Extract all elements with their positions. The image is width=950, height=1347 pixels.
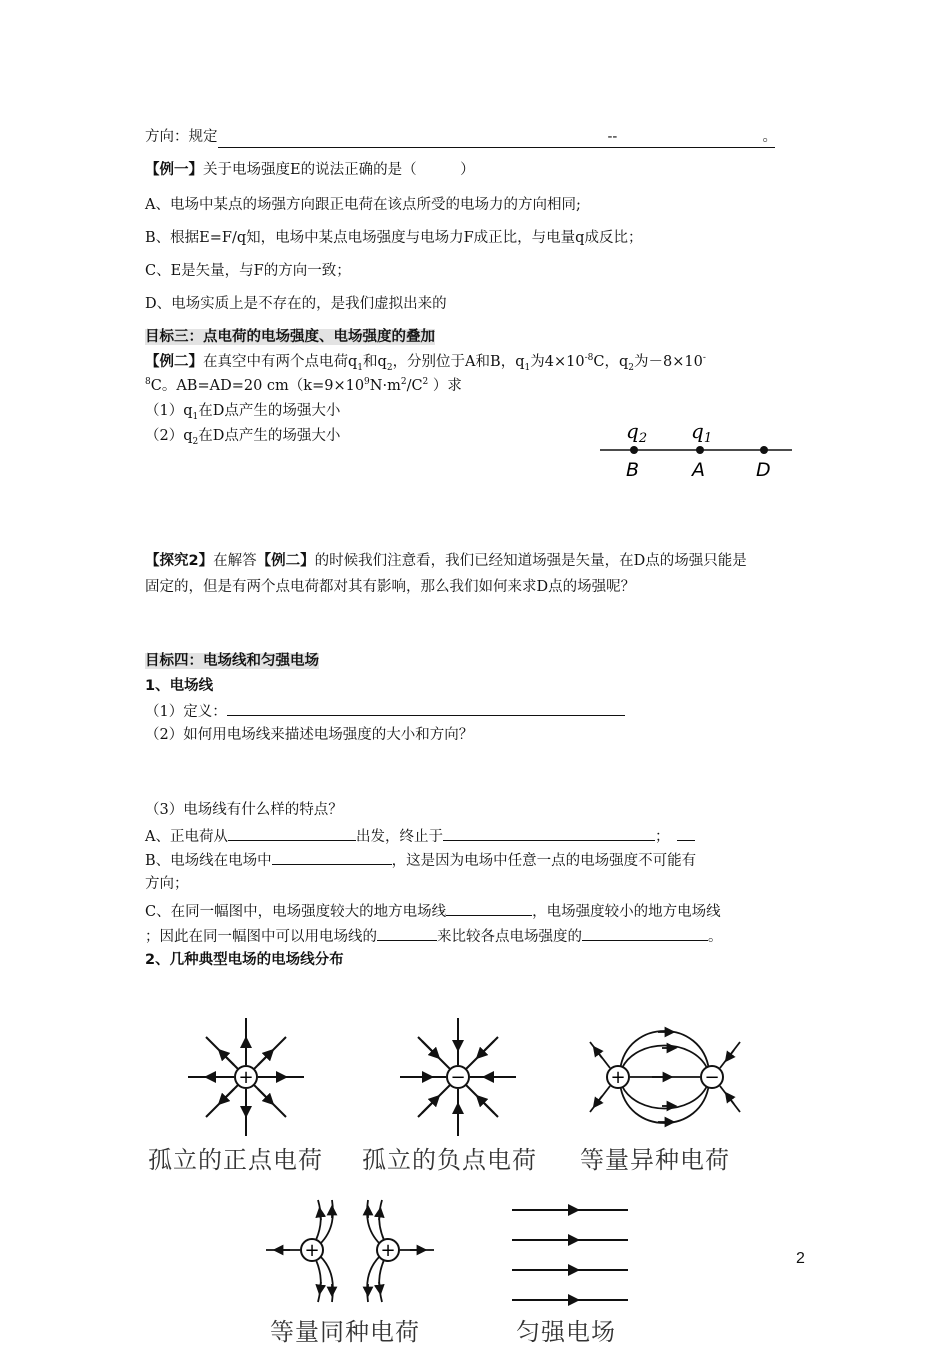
isolated-positive-figure xyxy=(180,1010,310,1144)
section2-title: 2、几种典型电场的电场线分布 xyxy=(145,952,344,968)
q2-sub: 2 xyxy=(386,362,393,373)
example2-tag: 【例二】 xyxy=(145,354,203,370)
direction-blank xyxy=(218,127,775,148)
plus-sign: + xyxy=(380,1240,396,1261)
q2-exp-8: 8 xyxy=(145,377,151,388)
k-exp-m: 2 xyxy=(400,377,407,388)
feature-c-1: C、在同一幅图中，电场强度较大的地方电场线 xyxy=(145,904,447,920)
section1-features: （3）电场线有什么样的特点？ xyxy=(145,802,343,818)
definition-blank xyxy=(227,700,625,716)
feature-c-2: ，电场强度较小的地方电场线 xyxy=(532,904,721,920)
minus-sign: − xyxy=(704,1067,720,1088)
explore2-tag: 【探究2】 xyxy=(145,553,214,569)
example2-q1 xyxy=(145,401,340,421)
q1-sub-2: 1 xyxy=(524,362,531,373)
q1-exp: -8 xyxy=(584,353,594,364)
explore2-line1 xyxy=(145,551,747,571)
feature-a-1: A、正电荷从 xyxy=(145,829,228,845)
explore2-line2: 固定的，但是有两个点电荷都对其有影响，那么我们如何来求D点的场强呢？ xyxy=(145,579,636,595)
example2-text1: 在真空中有两个点电荷 xyxy=(203,354,348,370)
caption-isolated-positive: 孤立的正点电荷 xyxy=(148,1146,323,1174)
feature-b-cont: 方向； xyxy=(145,876,189,892)
example2-given: C。AB=AD=20 cm（k=9×10 xyxy=(150,378,365,394)
point-d-dot xyxy=(760,446,768,454)
example1-option-d: D、电场实质上是不存在的，是我们虚拟出来的 xyxy=(145,296,447,312)
section1-title: 1、电场线 xyxy=(145,678,214,694)
example2-is: 为 xyxy=(530,354,545,370)
charge-line-diagram xyxy=(596,418,796,484)
example1-option-b: B、根据E=F/q知，电场中某点电场强度与电场力F成正比，与电量q成反比； xyxy=(145,230,643,246)
point-d-label: D xyxy=(756,459,771,481)
example2-q2 xyxy=(145,426,340,446)
feature-c-4: 来比较各点电场强度的 xyxy=(437,929,582,945)
feature-a-blank2 xyxy=(443,825,655,841)
feature-b-2: ，这是因为电场中任意一点的电场强度不可能有 xyxy=(391,853,697,869)
example2-q1-sub: 1 xyxy=(192,411,199,422)
feature-b-blank xyxy=(272,849,392,865)
example2-ask: ）求 xyxy=(428,378,462,394)
example1-question xyxy=(145,160,475,180)
feature-c-5: 。 xyxy=(708,929,723,945)
example2-line2 xyxy=(145,376,462,396)
page-number: 2 xyxy=(796,1250,805,1267)
caption-uniform-field: 匀强电场 xyxy=(516,1318,616,1346)
example1-option-c: C、E是矢量，与F的方向一致； xyxy=(145,263,351,279)
q2-sub-2: 2 xyxy=(628,362,634,373)
example2-q2-sub: 2 xyxy=(192,436,199,447)
direction-end: 。 xyxy=(762,129,777,145)
feature-a xyxy=(145,825,695,847)
q2-value: 为－8×10 xyxy=(633,354,703,370)
q2-exp-dash: - xyxy=(702,353,706,364)
k-exp-c: 2 xyxy=(422,377,429,388)
example1-option-a: A、电场中某点的场强方向跟正电荷在该点所受的电场力的方向相同; xyxy=(145,197,581,213)
feature-a-2: 出发，终止于 xyxy=(355,829,443,845)
minus-sign: − xyxy=(450,1067,466,1088)
opposite-charges-figure xyxy=(582,1010,748,1144)
definition-label: （1）定义： xyxy=(145,704,227,720)
k-unit-a: N·m xyxy=(369,378,401,394)
q2-symbol-2: q xyxy=(618,354,629,370)
feature-c-blank1 xyxy=(446,900,532,916)
goal4-title: 目标四：电场线和匀强电场 xyxy=(145,653,319,669)
point-b-label: B xyxy=(626,459,640,481)
point-a-label: A xyxy=(692,459,705,481)
k-unit-b: /C xyxy=(406,378,423,394)
plus-sign: + xyxy=(610,1067,626,1088)
feature-b-1: B、电场线在电场中 xyxy=(145,853,272,869)
plus-sign: + xyxy=(304,1240,320,1261)
example2-q2-label: （2）q xyxy=(145,428,193,444)
isolated-negative-figure xyxy=(392,1010,522,1144)
uniform-field-figure xyxy=(508,1202,632,1306)
q1-unit: C， xyxy=(593,354,619,370)
feature-c-cont xyxy=(145,925,723,947)
example2-text2: ，分别位于A和B， xyxy=(392,354,516,370)
example2-line1 xyxy=(145,352,706,372)
q1-value: 4×10 xyxy=(544,354,585,370)
feature-c-3: ；因此在同一幅图中可以用电场线的 xyxy=(145,929,377,945)
example2-q1-rest: 在D点产生的场强大小 xyxy=(198,403,341,419)
direction-line xyxy=(145,127,777,148)
like-charges-figure xyxy=(262,1198,438,1304)
point-b-dot xyxy=(630,446,638,454)
plus-sign: + xyxy=(238,1067,254,1088)
goal4-heading xyxy=(145,651,319,671)
feature-b xyxy=(145,849,696,871)
q1-symbol: q xyxy=(348,354,358,370)
feature-c-blank2 xyxy=(377,925,437,941)
explore2-line1b: 的时候我们注意看，我们已经知道场强是矢量，在D点的场强只能是 xyxy=(314,553,747,569)
feature-a-blank3 xyxy=(677,825,695,841)
goal3-heading xyxy=(145,327,435,347)
feature-c xyxy=(145,900,721,922)
caption-like-charges: 等量同种电荷 xyxy=(270,1318,420,1346)
feature-a-blank1 xyxy=(228,825,356,841)
k-exp: 9 xyxy=(364,377,370,388)
example1-tag: 【例一】 xyxy=(145,162,203,178)
feature-c-blank3 xyxy=(582,925,708,941)
q1-sub: 1 xyxy=(357,362,364,373)
explore2-line1a: 在解答 xyxy=(213,553,257,569)
section1-definition xyxy=(145,700,625,722)
caption-opposite-charges: 等量异种电荷 xyxy=(580,1146,730,1174)
charge-q1-label: $q_1$ xyxy=(691,419,713,446)
q2-symbol: q xyxy=(377,354,387,370)
q1-symbol-2: q xyxy=(515,354,525,370)
direction-dash: -- xyxy=(607,129,618,145)
feature-a-3: ； xyxy=(654,829,670,845)
goal3-title: 目标三：点电荷的电场强度、电场强度的叠加 xyxy=(145,329,435,345)
example1-question-text: 关于电场强度E的说法正确的是（ ） xyxy=(203,162,475,178)
explore2-ref: 【例二】 xyxy=(256,553,315,569)
point-a-dot xyxy=(696,446,704,454)
example2-q1-label: （1）q xyxy=(145,403,193,419)
example2-q2-rest: 在D点产生的场强大小 xyxy=(198,428,341,444)
direction-label: 方向：规定 xyxy=(145,129,218,145)
charge-q2-label: $q_2$ xyxy=(626,419,648,446)
example2-and: 和 xyxy=(363,354,378,370)
caption-isolated-negative: 孤立的负点电荷 xyxy=(362,1146,537,1174)
section1-how: （2）如何用电场线来描述电场强度的大小和方向？ xyxy=(145,727,474,743)
